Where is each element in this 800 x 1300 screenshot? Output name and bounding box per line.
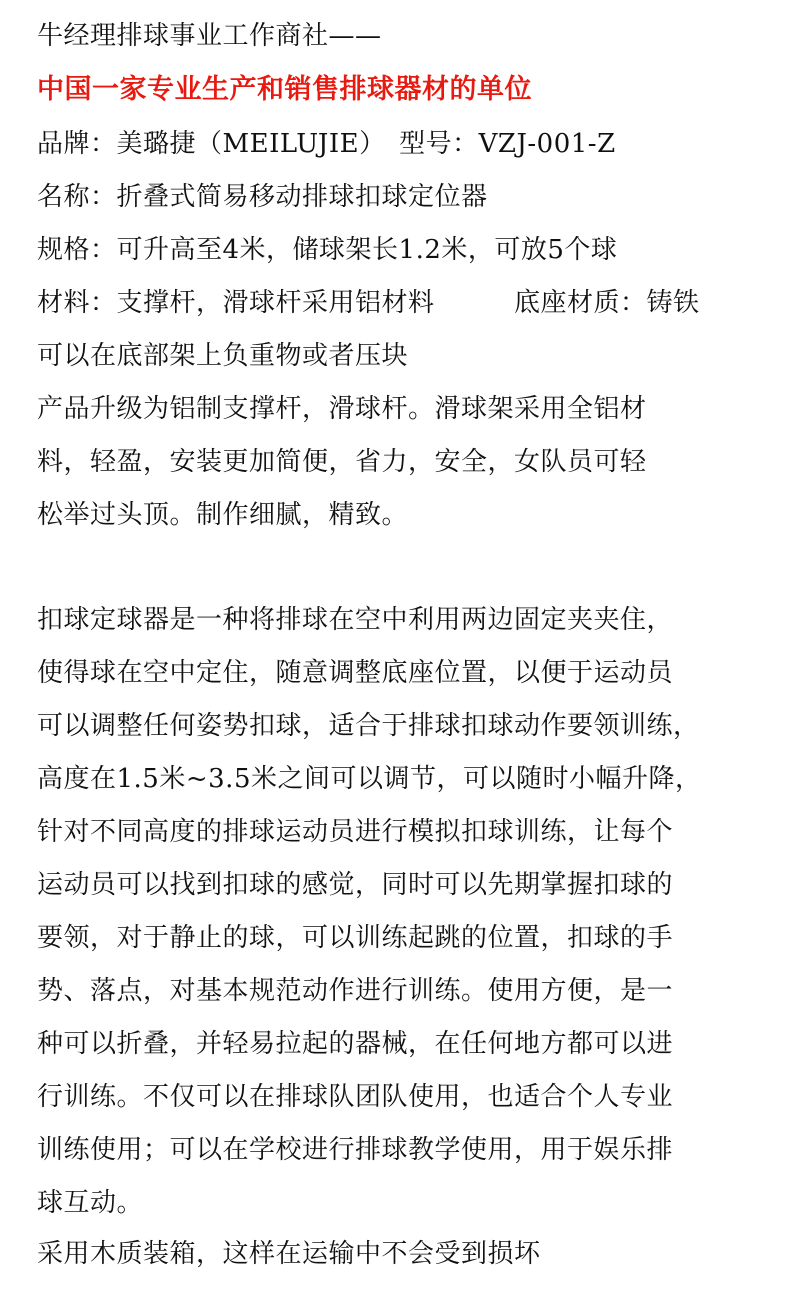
description-line: 训练使用；可以在学校进行排球教学使用，用于娱乐排 <box>37 1135 674 1165</box>
description-line: 要领，对于静止的球，可以训练起跳的位置，扣球的手 <box>37 923 674 953</box>
description-line: 运动员可以找到扣球的感觉，同时可以先期掌握扣球的 <box>37 870 674 900</box>
upgrade-text-line: 料，轻盈，安装更加简便，省力，安全，女队员可轻 <box>37 447 647 477</box>
description-line: 可以调整任何姿势扣球，适合于排球扣球动作要领训练， <box>37 711 700 741</box>
description-line: 势、落点，对基本规范动作进行训练。使用方便，是一 <box>37 976 674 1006</box>
spec-brand-model: 品牌：美璐捷（MEILUJIE） 型号：VZJ-001-Z <box>37 129 616 159</box>
packaging-note: 采用木质装箱，这样在运输中不会受到损坏 <box>37 1239 541 1269</box>
description-line: 种可以折叠，并轻易拉起的器械，在任何地方都可以进 <box>37 1029 674 1059</box>
description-line: 扣球定球器是一种将排球在空中利用两边固定夹夹住， <box>37 605 674 635</box>
spec-dimensions: 规格：可升高至4米，储球架长1.2米，可放5个球 <box>37 235 618 265</box>
description-line: 针对不同高度的排球运动员进行模拟扣球训练，让每个 <box>37 817 674 847</box>
description-line: 使得球在空中定住，随意调整底座位置，以便于运动员 <box>37 658 674 688</box>
description-line: 球互动。 <box>37 1188 144 1218</box>
spec-product-name: 名称：折叠式简易移动排球扣球定位器 <box>37 182 488 212</box>
company-tagline: 中国一家专业生产和销售排球器材的单位 <box>37 74 532 105</box>
description-line: 行训练。不仅可以在排球队团队使用，也适合个人专业 <box>37 1082 674 1112</box>
spec-weight-note: 可以在底部架上负重物或者压块 <box>37 341 409 371</box>
company-line: 牛经理排球事业工作商社—— <box>37 21 382 51</box>
spec-material: 材料：支撑杆，滑球杆采用铝材料 底座材质：铸铁 <box>37 288 700 318</box>
description-line: 高度在1.5米~3.5米之间可以调节，可以随时小幅升降， <box>37 764 702 794</box>
upgrade-text-line: 产品升级为铝制支撑杆，滑球杆。滑球架采用全铝材 <box>37 394 647 424</box>
upgrade-text-line: 松举过头顶。制作细腻，精致。 <box>37 500 409 530</box>
